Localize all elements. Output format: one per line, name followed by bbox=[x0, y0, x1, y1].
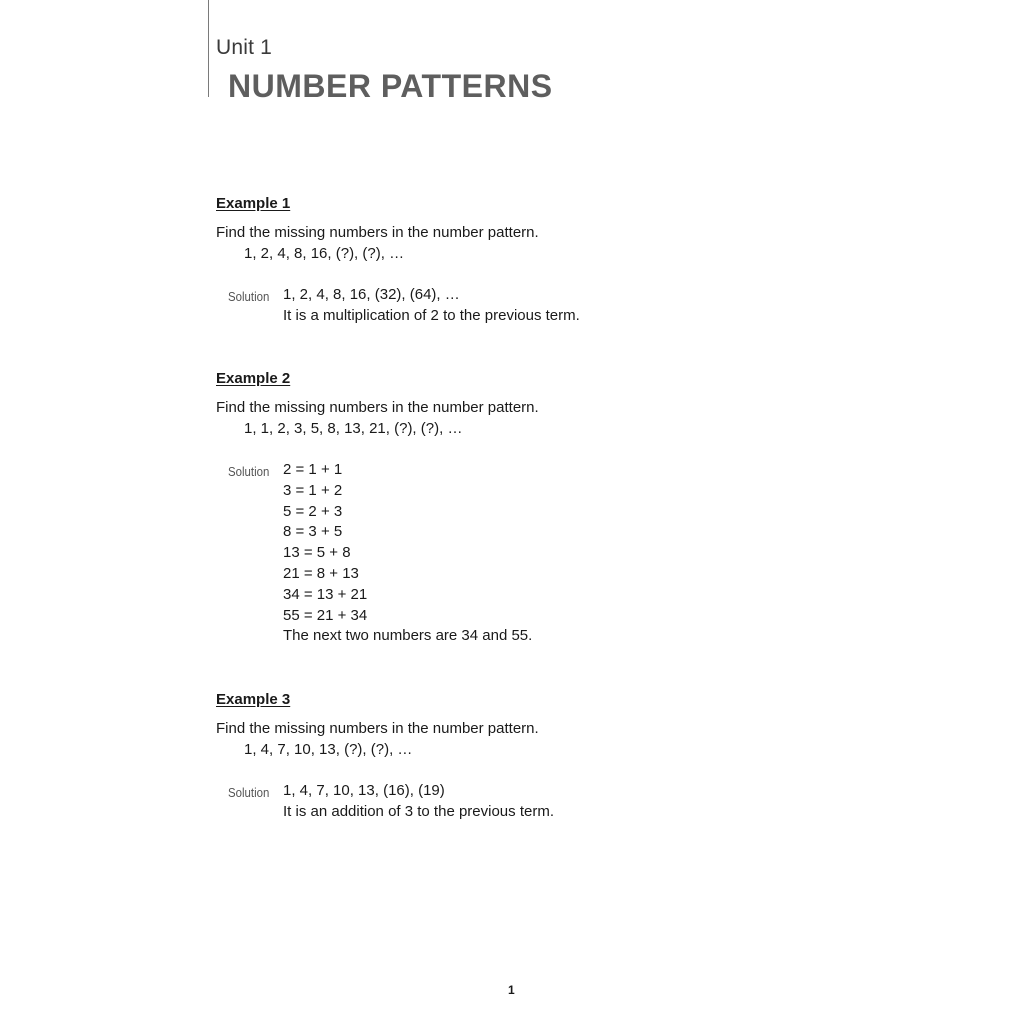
solution-line: 3 = 1 + 2 bbox=[283, 481, 343, 499]
solution-block bbox=[216, 285, 816, 327]
example-heading: Example 2 bbox=[216, 370, 291, 387]
unit-label: Unit 1 bbox=[216, 36, 273, 59]
solution-line: 5 = 2 + 3 bbox=[283, 502, 343, 520]
example-heading: Example 3 bbox=[216, 691, 291, 708]
solution-line: It is an addition of 3 to the previous term. bbox=[283, 802, 554, 820]
solution-line: 55 = 21 + 34 bbox=[283, 606, 368, 624]
solution-line: 21 = 8 + 13 bbox=[283, 564, 359, 582]
example-1 bbox=[216, 194, 816, 327]
example-3 bbox=[216, 690, 816, 823]
example-sequence: 1, 4, 7, 10, 13, (?), (?), … bbox=[244, 741, 413, 758]
example-sequence: 1, 1, 2, 3, 5, 8, 13, 21, (?), (?), … bbox=[244, 420, 463, 437]
solution-line: It is a multiplication of 2 to the previous term. bbox=[283, 306, 580, 324]
solution-label: Solution bbox=[228, 289, 270, 304]
solution-line: 1, 2, 4, 8, 16, (32), (64), … bbox=[283, 286, 460, 303]
solution-line: 1, 4, 7, 10, 13, (16), (19) bbox=[283, 782, 445, 799]
example-2 bbox=[216, 369, 816, 647]
example-question: Find the missing numbers in the number pattern. bbox=[216, 224, 539, 241]
solution-label: Solution bbox=[228, 464, 270, 479]
solution-line: 8 = 3 + 5 bbox=[283, 523, 343, 541]
example-question: Find the missing numbers in the number pattern. bbox=[216, 399, 539, 416]
solution-block bbox=[216, 781, 816, 823]
unit-title: NUMBER PATTERNS bbox=[228, 68, 553, 104]
example-question: Find the missing numbers in the number pattern. bbox=[216, 720, 539, 737]
solution-line: 34 = 13 + 21 bbox=[283, 585, 368, 603]
solution-line: 13 = 5 + 8 bbox=[283, 544, 351, 562]
page-number: 1 bbox=[508, 983, 515, 997]
margin-rule bbox=[208, 0, 209, 97]
example-heading: Example 1 bbox=[216, 195, 291, 212]
example-sequence: 1, 2, 4, 8, 16, (?), (?), … bbox=[244, 245, 405, 262]
solution-block bbox=[216, 460, 816, 647]
solution-line: The next two numbers are 34 and 55. bbox=[283, 627, 533, 645]
solution-line: 2 = 1 + 1 bbox=[283, 461, 343, 478]
solution-label: Solution bbox=[228, 785, 270, 800]
